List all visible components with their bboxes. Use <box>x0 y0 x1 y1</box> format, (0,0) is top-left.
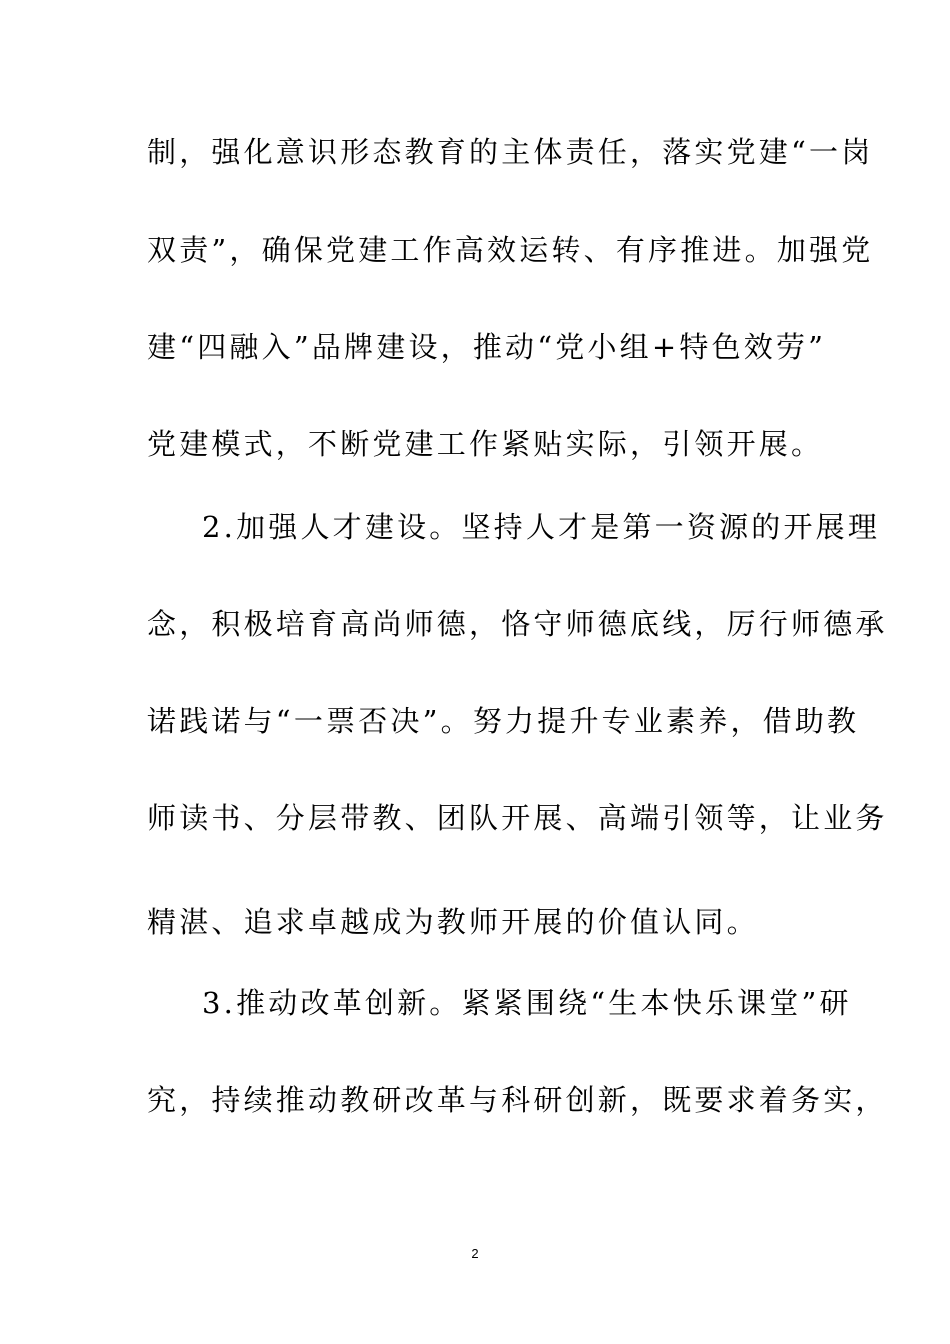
paragraph-line: 3.推动改革创新。紧紧围绕“生本快乐课堂”研 <box>202 986 852 1020</box>
paragraph-line: 诺践诺与“一票否决”。努力提升专业素养，借助教 <box>147 704 860 738</box>
paragraph-line: 念，积极培育高尚师德，恪守师德底线，厉行师德承 <box>147 607 888 641</box>
paragraph-line: 2.加强人才建设。坚持人才是第一资源的开展理 <box>202 510 881 544</box>
paragraph-line: 双责”，确保党建工作高效运转、有序推进。加强党 <box>147 233 874 267</box>
paragraph-line: 建“四融入”品牌建设，推动“党小组+特色效劳” <box>147 330 827 364</box>
paragraph-line: 党建模式，不断党建工作紧贴实际，引领开展。 <box>147 427 824 461</box>
page-number: 2 <box>471 1246 479 1261</box>
paragraph-line: 师读书、分层带教、团队开展、高端引领等，让业务 <box>147 801 888 835</box>
paragraph-line: 精湛、追求卓越成为教师开展的价值认同。 <box>147 905 759 939</box>
paragraph-line: 究，持续推动教研改革与科研创新，既要求着务实， <box>147 1083 888 1117</box>
paragraph-line: 制，强化意识形态教育的主体责任，落实党建“一岗 <box>147 135 874 169</box>
